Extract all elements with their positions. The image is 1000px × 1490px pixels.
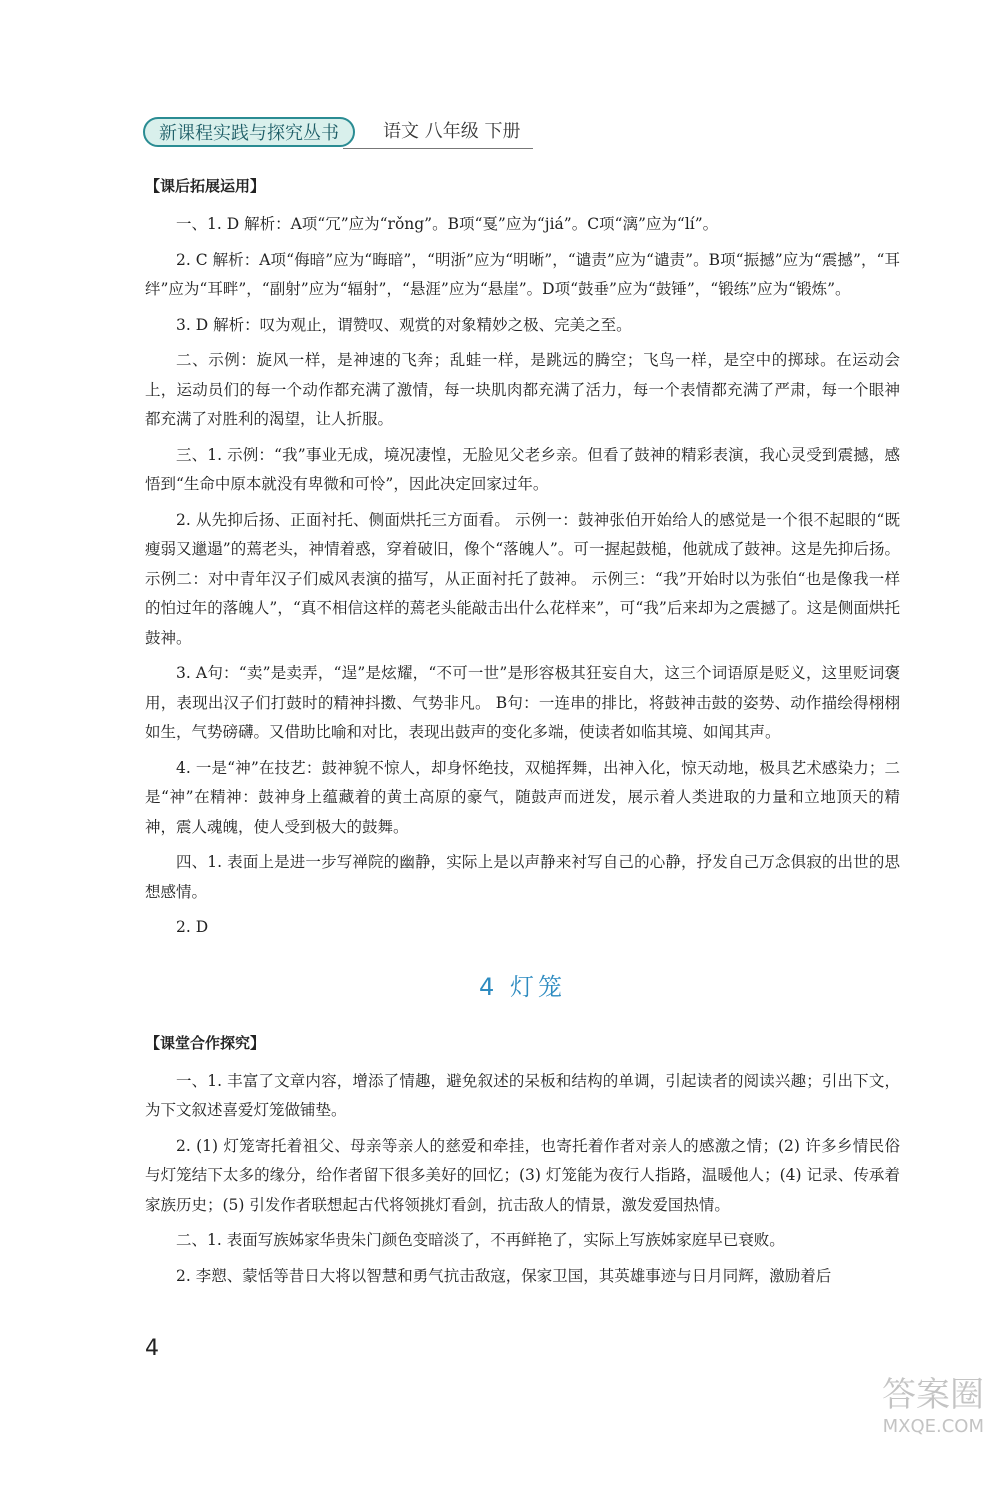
section-heading: 【课后拓展运用】 bbox=[145, 177, 266, 195]
watermark-site: MXQE.COM bbox=[882, 1416, 984, 1437]
chapter-name: 灯笼 bbox=[509, 972, 566, 1001]
answer-paragraph: 3. D 解析：叹为观止，谓赞叹、观赏的对象精妙之极、完美之至。 bbox=[176, 315, 632, 334]
answer-paragraph: 2. C 解析：A项“侮暗”应为“晦暗”，“明浙”应为“明晰”，“谴责”应为“谴责”。B项“振撼”应为“震撼”，“耳绊”应为“耳畔”，“副射”应为“辐射”，“悬涯”应为“悬崖”。D项“鼓垂”应为“鼓锤”，“锻练”应为“锻炼”。 bbox=[145, 250, 900, 298]
page-content bbox=[145, 177, 900, 1297]
section-heading: 【课堂合作探究】 bbox=[145, 1033, 266, 1052]
header-rule bbox=[343, 148, 533, 149]
chapter-number: 4 bbox=[479, 972, 499, 1001]
watermark-logo: 答案圈 bbox=[882, 1375, 984, 1415]
answer-paragraph: 二、1. 表面写族姊家华贵朱门颜色变暗淡了，不再鲜艳了，实际上写族姊家庭早已衰败。 bbox=[176, 1231, 785, 1249]
subject-label: 语文 八年级 下册 bbox=[383, 121, 521, 142]
answer-paragraph: 一、1. 丰富了文章内容，增添了情趣，避免叙述的呆板和结构的单调，引起读者的阅读兴趣；引出下文，为下文叙述喜爱灯笼做铺垫。 bbox=[145, 1071, 900, 1119]
answer-paragraph: 3. A句：“卖”是卖弄，“逞”是炫耀，“不可一世”是形容极其狂妄自大，这三个词语原是贬义，这里贬词褒用，表现出汉子们打鼓时的精神抖擞、气势非凡。 B句：一连串的排比，将鼓神击鼓的姿势、动作描绘得栩栩如生，气势磅礴。又借助比喻和对比，表现出鼓声的变化多端，使读者如临其境、如闻其声。 bbox=[145, 664, 900, 741]
answer-paragraph: 二、示例：旋风一样，是神速的飞奔；乱蛙一样，是跳远的腾空；飞鸟一样，是空中的掷球。在运动会上，运动员们的每一个动作都充满了激情，每一块肌肉都充满了活力，每一个表情都充满了严肃，每一个眼神都充满了对胜利的渴望，让人折服。 bbox=[145, 351, 900, 428]
chapter-title bbox=[145, 967, 900, 1002]
page-number: 4 bbox=[145, 1336, 159, 1361]
answer-paragraph: 2. (1) 灯笼寄托着祖父、母亲等亲人的慈爱和牵挂，也寄托着作者对亲人的感激之情；(2) 许多乡情民俗与灯笼结下太多的缘分，给作者留下很多美好的回忆；(3) 灯笼能为夜行人指路，温暖他人；(4) 记录、传承着家族历史；(5) 引发作者联想起古代将领挑灯看剑，抗击敌人的情景，激发爱国热情。 bbox=[145, 1136, 900, 1214]
answer-paragraph: 四、1. 表面上是进一步写禅院的幽静，实际上是以声静来衬写自己的心静，抒发自己万念俱寂的出世的思想感情。 bbox=[145, 853, 900, 901]
watermark bbox=[854, 1374, 984, 1482]
answer-paragraph: 4. 一是“神”在技艺：鼓神貌不惊人，却身怀绝技，双槌挥舞，出神入化，惊天动地，极具艺术感染力；二是“神”在精神：鼓神身上蕴藏着的黄土高原的豪气，随鼓声而迸发，展示着人类进取的力量和立地顶天的精神，震人魂魄，使人受到极大的鼓舞。 bbox=[145, 758, 900, 836]
answer-paragraph: 一、1. D 解析：A项“冗”应为“rǒng”。B项“戛”应为“jiá”。C项“漓”应为“lí”。 bbox=[176, 215, 719, 233]
page-header bbox=[143, 117, 533, 151]
answer-paragraph: 2. 从先抑后扬、正面衬托、侧面烘托三方面看。 示例一：鼓神张伯开始给人的感觉是一个很不起眼的“既瘦弱又邋遢”的蔫老头，神情着惑，穿着破旧，像个“落魄人”。可一握起鼓槌，他就成了鼓神。这是先抑后扬。 示例二：对中青年汉子们威风表演的描写，从正面衬托了鼓神。 示例三：“我”开始时以为张伯“也是像我一样的怕过年的落魄人”，“真不相信这样的蔫老头能敲击出什么花样来”，可“我”后来却为之震撼了。这是侧面烘托鼓神。 bbox=[145, 510, 900, 647]
series-badge: 新课程实践与探究丛书 bbox=[143, 117, 355, 147]
answer-paragraph: 2. 李愬、蒙恬等昔日大将以智慧和勇气抗击敌寇，保家卫国，其英雄事迹与日月同辉，激励着后 bbox=[176, 1266, 832, 1285]
answer-paragraph: 2. D bbox=[176, 918, 209, 936]
answer-paragraph: 三、1. 示例：“我”事业无成，境况凄惶，无脸见父老乡亲。但看了鼓神的精彩表演，我心灵受到震撼，感悟到“生命中原本就没有卑微和可怜”，因此决定回家过年。 bbox=[145, 445, 900, 493]
